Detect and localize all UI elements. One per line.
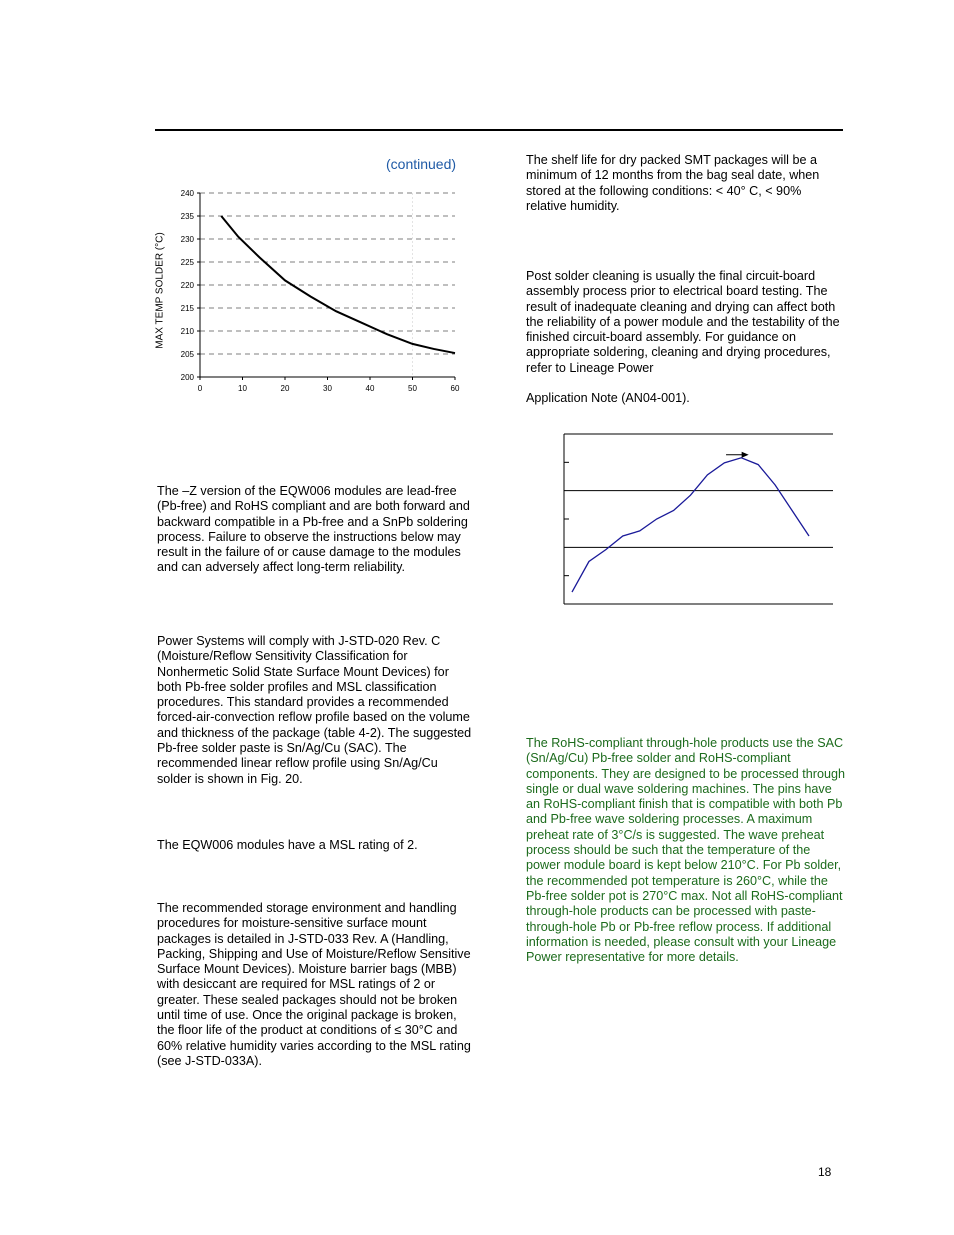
left-paragraph-2: Power Systems will comply with J-STD-020 Rev. C (Moisture/Reflow Sensitivity Classification for Nonhermetic Solid State Surface Mount Devices) for both Pb-free solder profiles and MSL classification procedures. This standard provides a recommended forced-air-convection reflow profile based on the volume and thickness of the package (table 4-2). The suggested Pb-free solder paste is Sn/Ag/Cu (SAC). The recommended linear reflow profile using Sn/Ag/Cu solder is shown in Fig. 20.: [157, 634, 472, 786]
chart1-xtick-label: 40: [365, 384, 375, 393]
chart1-xtick-label: 10: [238, 384, 247, 393]
continued-label: (continued): [386, 156, 457, 172]
chart1-xtick-label: 20: [280, 384, 290, 393]
chart1-series-line: [221, 216, 455, 353]
left-paragraph-4: The recommended storage environment and handling procedures for moisture-sensitive surface mount packages is detailed in J-STD-033 Rev. A (Handling, Packing, Shipping and Use of Moisture/Reflow Sensitive Surface Mount Devices). Moisture barrier bags (MBB) with desiccant are required for MSL ratings of 2 or greater. These sealed packages should not be broken until time of use. Once the original package is broken, the floor life of the product at conditions of ≤ 30°C and 60% relative humidity varies according to the MSL rating (see J-STD-033A).: [157, 901, 471, 1068]
reflow-profile-chart: [555, 428, 840, 610]
header-rule: [155, 129, 843, 131]
chart1-ytick-label: 240: [180, 189, 194, 198]
chart2-peak-arrow-head: [742, 452, 749, 458]
chart1-ytick-label: 205: [180, 350, 194, 359]
max-temp-chart: [170, 185, 470, 400]
chart1-ytick-label: 235: [180, 212, 194, 221]
chart1-xtick-label: 30: [323, 384, 332, 393]
right-paragraph-2: Post solder cleaning is usually the final circuit-board assembly process prior to electrical board testing. The result of inadequate cleaning and drying can affect both the reliability of a power module and the testability of the finished circuit-board assembly. For guidance on appropriate soldering, cleaning and drying procedures, refer to Lineage Power: [526, 269, 840, 375]
left-paragraph-1: The –Z version of the EQW006 modules are lead-free (Pb-free) and RoHS compliant and are both forward and backward compatible in a Pb-free and a SnPb soldering process. Failure to observe the instructions below may result in the failure of or cause damage to the modules and can adversely affect long-term reliability.: [157, 484, 470, 575]
right-paragraph-4: The RoHS-compliant through-hole products use the SAC (Sn/Ag/Cu) Pb-free solder and RoHS-compliant components. They are designed to be processed through single or dual wave soldering machines. The pins have an RoHS-compliant finish that is compatible with both Pb and Pb-free wave soldering processes. A maximum preheat rate of 3°C/s is suggested. The wave preheat process should be such that the temperature of the power module board is kept below 210°C. For Pb solder, the recommended pot temperature is 260°C, while the Pb-free solder pot is 270°C max. Not all RoHS-compliant through-hole products can be processed with paste-through-hole Pb or Pb-free reflow process. If additional information is needed, please consult with your Lineage Power representative for more details.: [526, 736, 846, 965]
chart2-profile-line: [572, 458, 809, 592]
right-paragraph-3: Application Note (AN04-001).: [526, 391, 690, 405]
page-number: 18: [818, 1165, 832, 1179]
chart1-ytick-label: 210: [180, 327, 194, 336]
chart1-xtick-label: 50: [408, 384, 417, 393]
chart1-xtick-label: 0: [197, 384, 203, 393]
chart1-ylabel: MAX TEMP SOLDER (°C): [154, 232, 166, 349]
chart1-xtick-label: 60: [450, 384, 460, 393]
chart1-ytick-label: 220: [180, 281, 194, 290]
chart1-ytick-label: 230: [180, 235, 194, 244]
left-paragraph-3: The EQW006 modules have a MSL rating of 2.: [157, 838, 418, 852]
right-paragraph-1: The shelf life for dry packed SMT packages will be a minimum of 12 months from the bag seal date, when stored at the following conditions: < 40° C, < 90% relative humidity.: [526, 153, 820, 213]
chart1-ytick-label: 225: [180, 258, 194, 267]
chart1-ytick-label: 215: [180, 304, 194, 313]
chart1-ytick-label: 200: [180, 373, 194, 382]
